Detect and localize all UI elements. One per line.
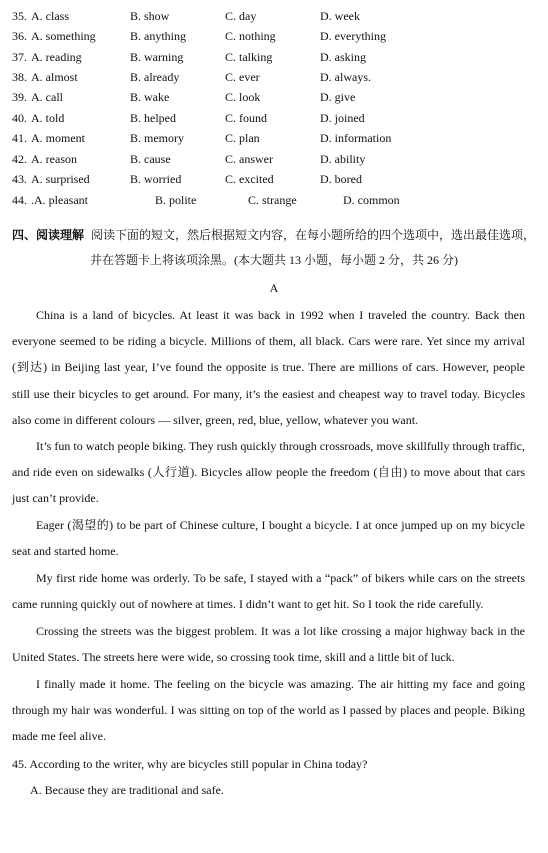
option-row-35	[0, 7, 548, 25]
option-row-37	[0, 48, 548, 66]
option-row-38	[0, 68, 548, 86]
option-a: A. reason	[31, 152, 77, 166]
option-c: C. nothing	[225, 29, 276, 43]
option-a: A. class	[31, 9, 69, 23]
option-b: B. warning	[130, 50, 184, 64]
passage-paragraph-2: It’s fun to watch people biking. They rush quickly through crossroads, move skillfully through traffic, and ride even on sidewalks (人行道). Bicycles allow people the freedom (自由) to move about that cars just can’t provide.	[12, 439, 525, 506]
option-d: D. bored	[320, 172, 362, 186]
option-b: B. wake	[130, 90, 170, 104]
section-heading: 四、阅读理解	[12, 228, 85, 242]
question-number: 44.	[12, 193, 27, 207]
section-instruction-line2: 并在答题卡上将该项涂黑。(本大题共 13 小题，每小题 2 分，共 26 分)	[90, 253, 458, 267]
option-c: C. excited	[225, 172, 274, 186]
passage-paragraph-4: My first ride home was orderly. To be safe, I stayed with a “pack” of bikers while cars on the streets came running quickly out of nowhere at times. I didn’t want to get hit. So I took the ride carefully.	[12, 571, 525, 612]
option-d: D. give	[320, 90, 356, 104]
option-b: B. cause	[130, 152, 171, 166]
section-header	[12, 226, 535, 244]
option-b: B. anything	[130, 29, 186, 43]
passage-label: A	[269, 281, 279, 295]
passage-paragraph-3: Eager (渴望的) to be part of Chinese culture, I bought a bicycle. I at once jumped up on my bicycle seat and started home.	[12, 518, 525, 559]
option-c: C. plan	[225, 131, 260, 145]
option-row-41	[0, 129, 548, 147]
option-c: C. answer	[225, 152, 273, 166]
question-number: 43.	[12, 172, 27, 186]
option-a: .A. pleasant	[31, 193, 88, 207]
option-a: A. surprised	[31, 172, 90, 186]
question-number: 35.	[12, 9, 27, 23]
question-number: 36.	[12, 29, 27, 43]
section-instruction: 阅读下面的短文，然后根据短文内容，在每小题所给的四个选项中，选出最佳选项，	[91, 228, 536, 242]
option-c: C. talking	[225, 50, 273, 64]
option-a: A. reading	[31, 50, 82, 64]
question-number: 37.	[12, 50, 27, 64]
option-b: B. worried	[130, 172, 182, 186]
option-b: B. polite	[155, 193, 197, 207]
option-row-42	[0, 150, 548, 168]
option-b: B. show	[130, 9, 170, 23]
question-number: 40.	[12, 111, 27, 125]
option-row-40	[0, 109, 548, 127]
option-a: A. told	[31, 111, 65, 125]
option-a: A. moment	[31, 131, 85, 145]
option-d: D. week	[320, 9, 360, 23]
option-b: B. already	[130, 70, 180, 84]
question-45-stem: 45. According to the writer, why are bicycles still popular in China today?	[12, 757, 368, 771]
question-45-option-a: A. Because they are traditional and safe.	[30, 783, 224, 797]
option-c: C. ever	[225, 70, 260, 84]
option-a: A. something	[31, 29, 96, 43]
option-d: D. everything	[320, 29, 386, 43]
question-number: 42.	[12, 152, 27, 166]
option-d: D. always.	[320, 70, 371, 84]
option-c: C. strange	[248, 193, 297, 207]
option-c: C. found	[225, 111, 267, 125]
option-row-36	[0, 27, 548, 45]
passage-paragraph-5: Crossing the streets was the biggest problem. It was a lot like crossing a major highway back in the United States. The streets here were wide, so crossing took time, skill and a little bit of luck.	[12, 624, 525, 665]
option-a: A. almost	[31, 70, 78, 84]
option-row-39	[0, 88, 548, 106]
option-d: D. asking	[320, 50, 366, 64]
option-d: D. joined	[320, 111, 365, 125]
question-number: 39.	[12, 90, 27, 104]
question-number: 41.	[12, 131, 27, 145]
option-d: D. information	[320, 131, 392, 145]
option-b: B. memory	[130, 131, 184, 145]
option-c: C. look	[225, 90, 261, 104]
option-c: C. day	[225, 9, 257, 23]
option-d: D. common	[343, 193, 400, 207]
question-number: 38.	[12, 70, 27, 84]
option-a: A. call	[31, 90, 63, 104]
option-b: B. helped	[130, 111, 176, 125]
option-row-44	[0, 191, 548, 209]
option-row-43	[0, 170, 548, 188]
passage-paragraph-6: I finally made it home. The feeling on the bicycle was amazing. The air hitting my face and going through my hair was wonderful. I was sitting on top of the world as I passed by places and people. Biking made me feel alive.	[12, 677, 525, 744]
passage-paragraph-1: China is a land of bicycles. At least it was back in 1992 when I traveled the country. Back then everyone seemed to be riding a bicycle. Millions of them, all black. Cars were rare. Yet since my arrival (到达) in Beijing last year, I’ve found the opposite is true. There are millions of cars. However, people still use their bicycles to get around. For many, it’s the easiest and cheapest way to travel today. Bicycles also come in different colours — silver, green, red, blue, yellow, whatever you want.	[12, 308, 525, 427]
option-d: D. ability	[320, 152, 366, 166]
